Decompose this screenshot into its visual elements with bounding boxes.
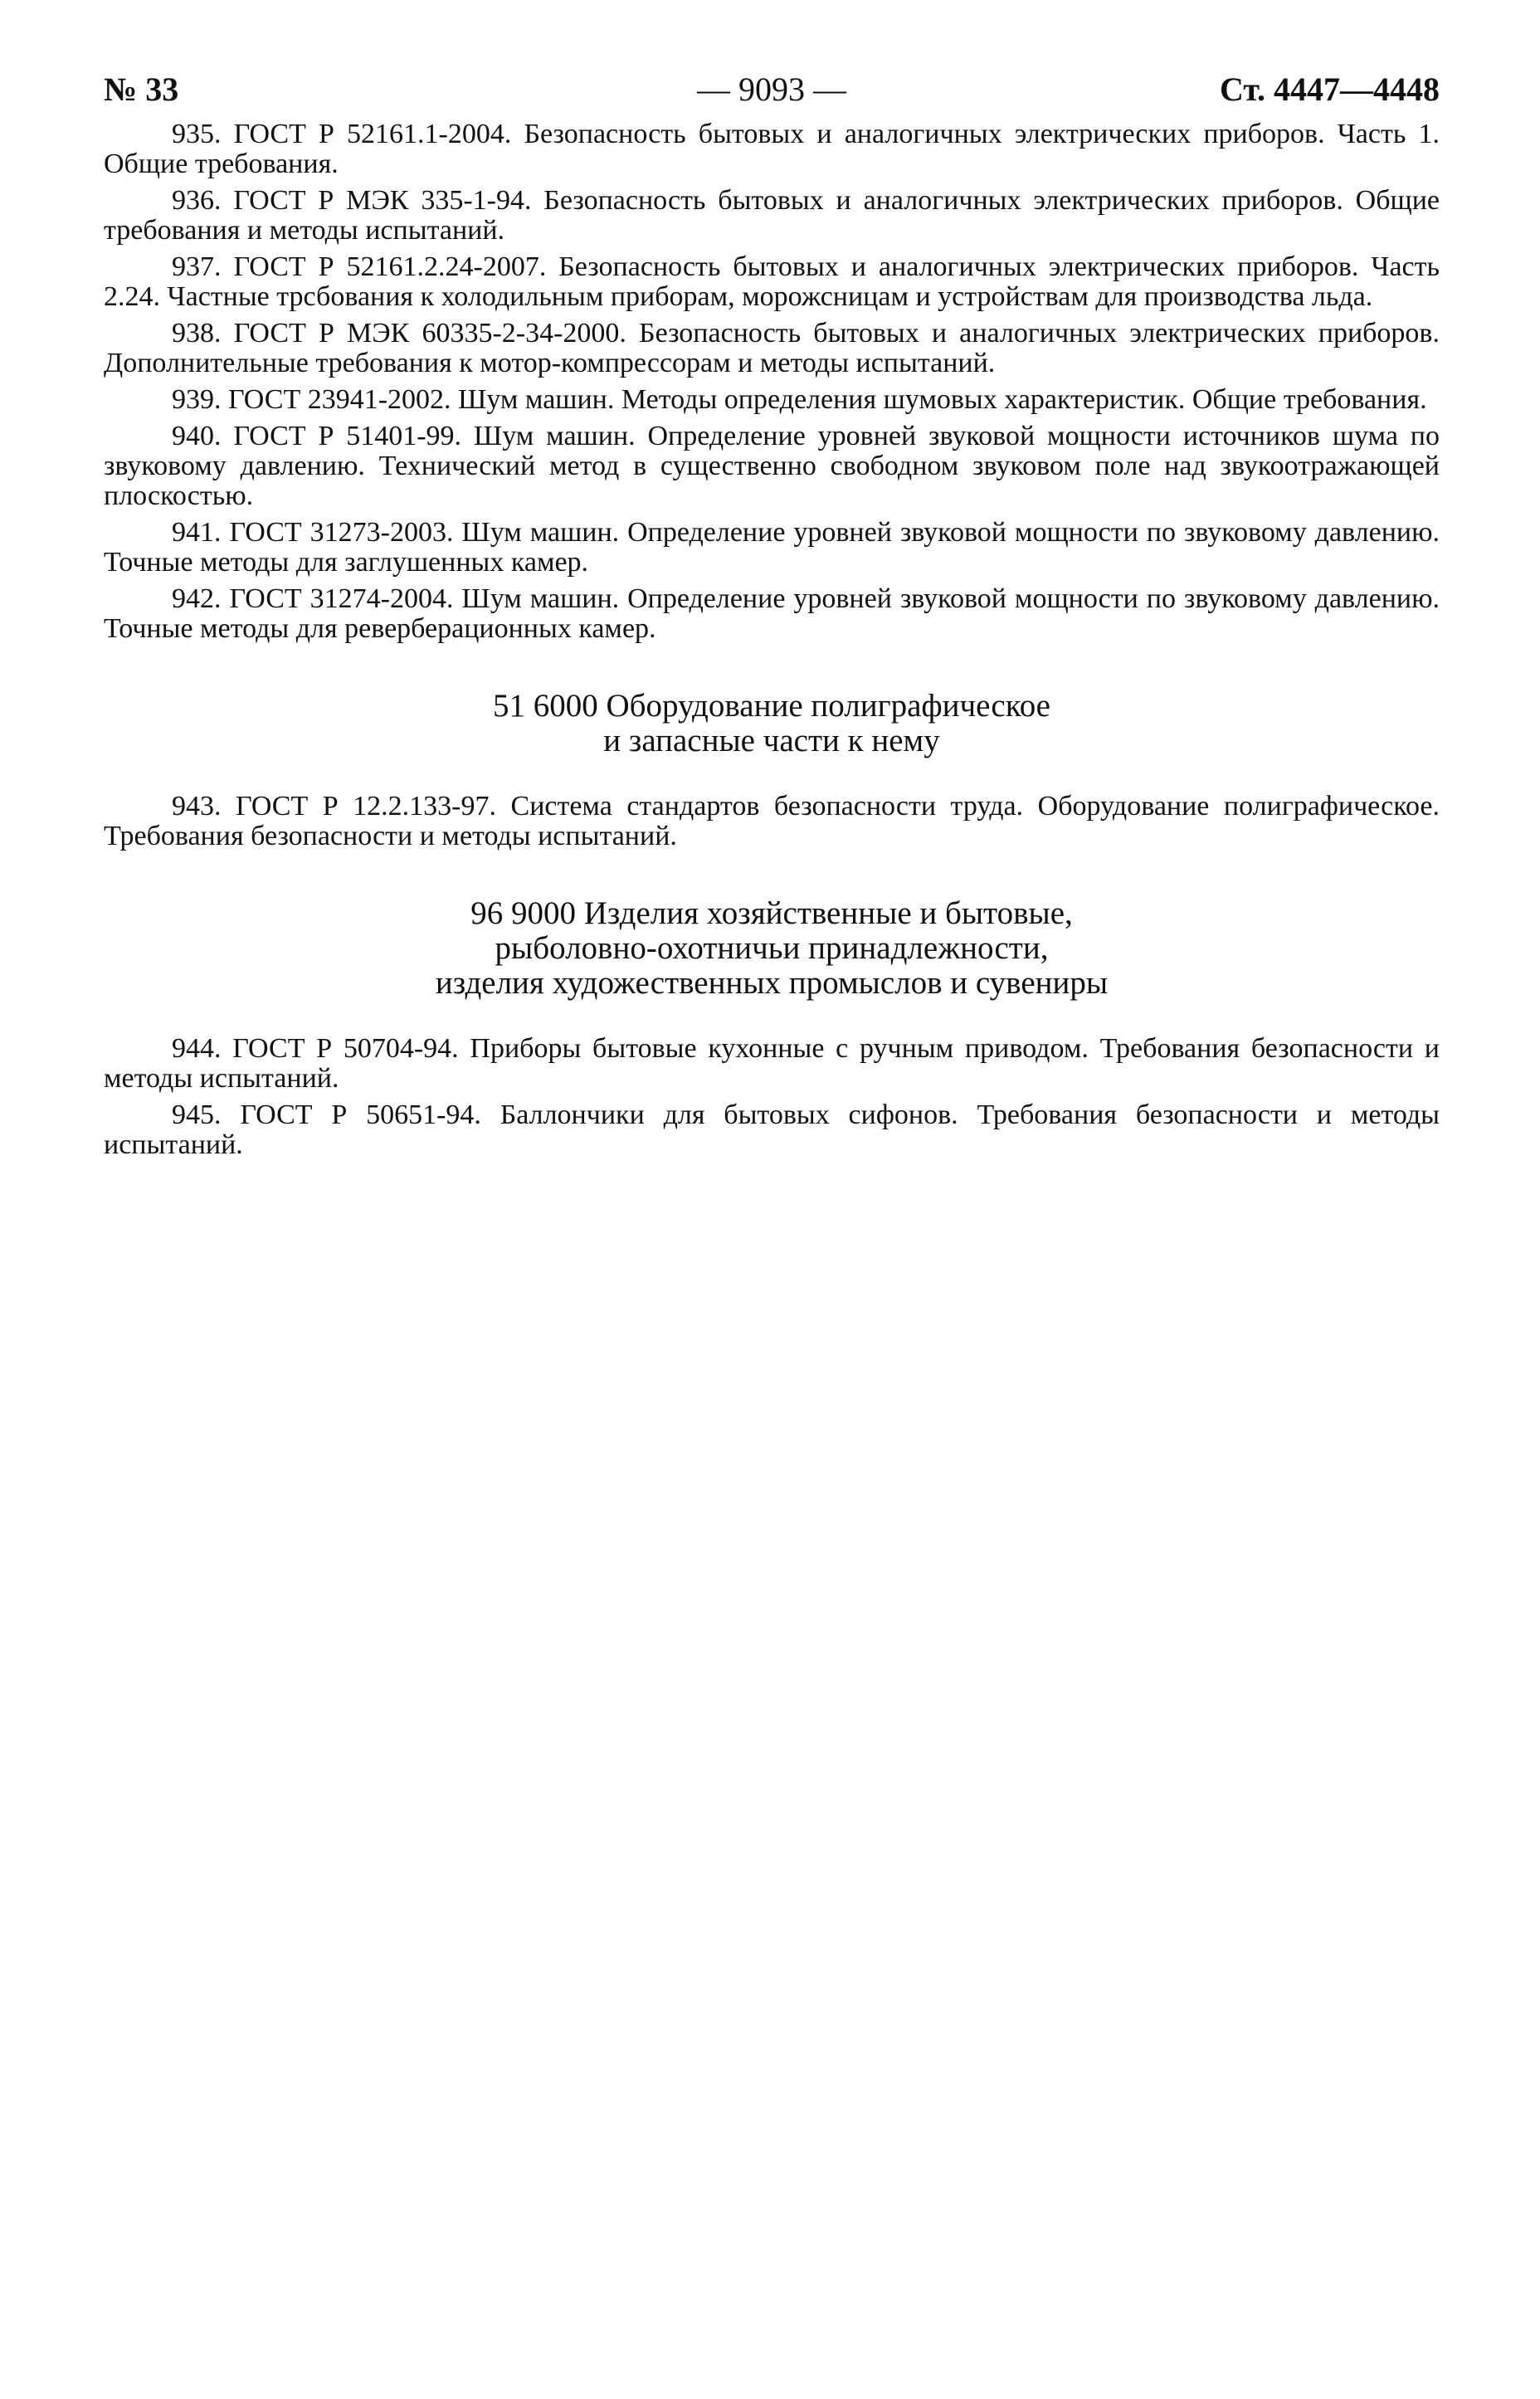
article-range: Ст. 4447—4448 <box>1220 71 1440 108</box>
section-heading-line: и запасные части к нему <box>603 723 940 758</box>
section-heading-line: рыболовно-охотничьи принадлежности, <box>495 930 1049 966</box>
page-number: — 9093 — <box>697 71 846 108</box>
entry-list-electrical <box>104 119 1440 644</box>
issue-number: № 33 <box>104 71 179 108</box>
standard-entry-942: 942. ГОСТ 31274-2004. Шум машин. Определение уровней звуковой мощности по звуковому давлению. Точные методы для реверберационных камер. <box>104 583 1440 644</box>
standard-entry-941: 941. ГОСТ 31273-2003. Шум машин. Определение уровней звуковой мощности по звуковому давлению. Точные методы для заглушенных камер. <box>104 517 1440 578</box>
standard-entry-940: 940. ГОСТ Р 51401-99. Шум машин. Определение уровней звуковой мощности источников шума по звуковому давлению. Технический метод в существенно свободном звуковом поле над звукоотражающей плоскостью. <box>104 421 1440 511</box>
section-heading-line: 51 6000 Оборудование полиграфическое <box>493 688 1050 724</box>
standard-entry-935: 935. ГОСТ Р 52161.1-2004. Безопасность бытовых и аналогичных электрических приборов. Часть 1. Общие требования. <box>104 119 1440 179</box>
section-heading-line: 96 9000 Изделия хозяйственные и бытовые, <box>470 895 1073 931</box>
standard-entry-945: 945. ГОСТ Р 50651-94. Баллончики для бытовых сифонов. Требования безопасности и методы испытаний. <box>104 1100 1440 1160</box>
standard-entry-939: 939. ГОСТ 23941-2002. Шум машин. Методы определения шумовых характеристик. Общие требования. <box>172 384 1427 415</box>
section-heading-household-goods <box>104 896 1440 1001</box>
document-page <box>104 70 1440 1167</box>
standard-entry-944: 944. ГОСТ Р 50704-94. Приборы бытовые кухонные с ручным приводом. Требования безопасности и методы испытаний. <box>104 1033 1440 1094</box>
standard-entry-936: 936. ГОСТ Р МЭК 335-1-94. Безопасность бытовых и аналогичных электрических приборов. Общие требования и методы испытаний. <box>104 185 1440 246</box>
entry-list-household <box>104 1034 1440 1160</box>
section-heading-printing-equipment <box>104 689 1440 758</box>
page-header <box>104 70 1440 116</box>
standard-entry-937: 937. ГОСТ Р 52161.2.24-2007. Безопасность бытовых и аналогичных электрических приборов. Часть 2.24. Частные трсбования к холодильным приборам, морожсницам и устройствам для производства льда. <box>104 251 1440 312</box>
standard-entry-943: 943. ГОСТ Р 12.2.133-97. Система стандартов безопасности труда. Оборудование полиграфическое. Требования безопасности и методы испытаний. <box>104 791 1440 851</box>
standard-entry-938: 938. ГОСТ Р МЭК 60335-2-34-2000. Безопасность бытовых и аналогичных электрических приборов. Дополнительные требования к мотор-компрессорам и методы испытаний. <box>104 318 1440 378</box>
entry-list-printing <box>104 792 1440 851</box>
section-heading-line: изделия художественных промыслов и сувениры <box>435 965 1109 1001</box>
